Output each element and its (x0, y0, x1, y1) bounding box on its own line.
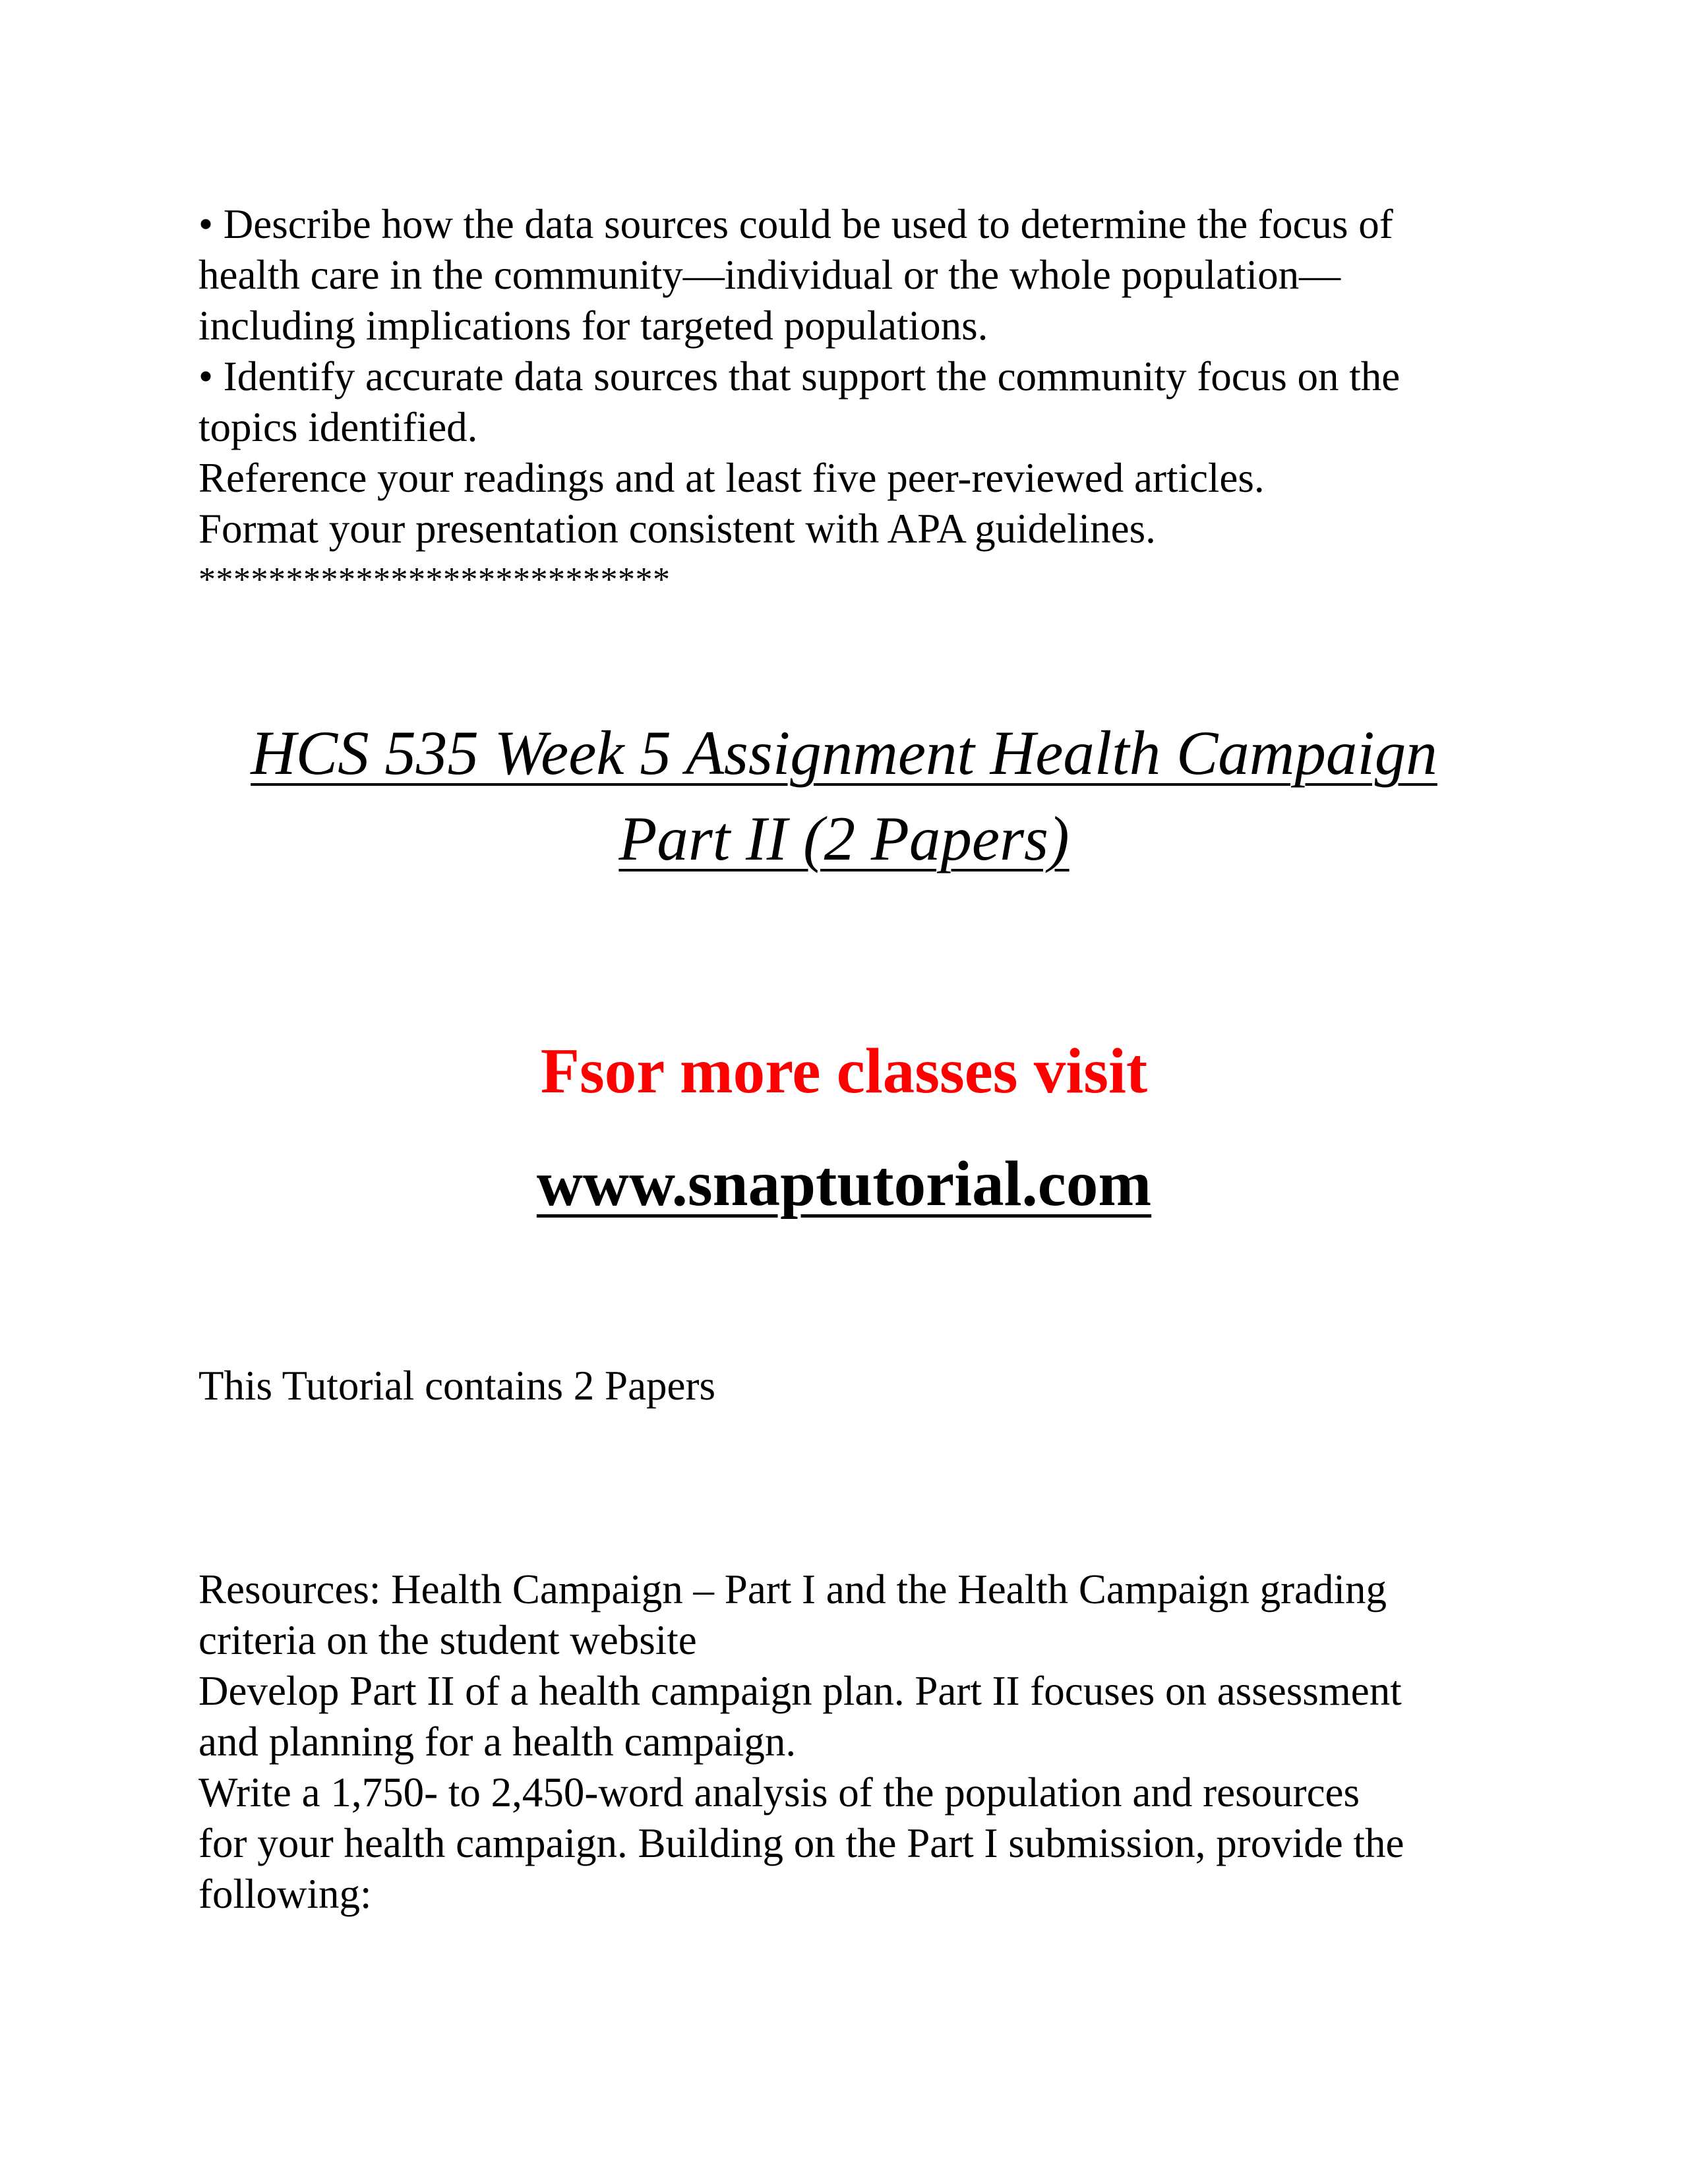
assignment-subtitle: Part II (2 Papers) (618, 804, 1070, 873)
requirement-line: topics identified. (198, 404, 478, 450)
tutorial-intro (198, 1361, 1517, 1411)
requirement-line: • Describe how the data sources could be used to determine the focus of (198, 201, 1393, 247)
promo-text: Fsor more classes visit (540, 1036, 1148, 1106)
resources-line: Develop Part II of a health campaign plan. Part II focuses on assessment (198, 1668, 1402, 1714)
assignment-requirements (198, 199, 1517, 605)
separator-stars: *************************** (198, 561, 671, 599)
requirement-line: • Identify accurate data sources that support the community focus on the (198, 353, 1401, 399)
requirement-line: Reference your readings and at least five peer-reviewed articles. (198, 455, 1265, 501)
intro-text: This Tutorial contains 2 Papers (198, 1363, 715, 1409)
resources-line: Resources: Health Campaign – Part I and the Health Campaign grading (198, 1566, 1387, 1612)
resources-line: following: (198, 1871, 372, 1917)
assignment-title: HCS 535 Week 5 Assignment Health Campaign (251, 718, 1437, 788)
requirement-line: including implications for targeted populations. (198, 303, 988, 349)
requirement-line: health care in the community—individual or the whole population— (198, 252, 1341, 298)
resources-line: for your health campaign. Building on the Part I submission, provide the (198, 1820, 1404, 1866)
resources-section (198, 1564, 1517, 1920)
resources-line: criteria on the student website (198, 1617, 697, 1663)
resources-line: Write a 1,750- to 2,450-word analysis of the population and resources (198, 1769, 1360, 1815)
website-link[interactable]: www.snaptutorial.com (536, 1148, 1152, 1219)
requirement-line: Format your presentation consistent with APA guidelines. (198, 506, 1156, 552)
resources-line: and planning for a health campaign. (198, 1719, 797, 1765)
